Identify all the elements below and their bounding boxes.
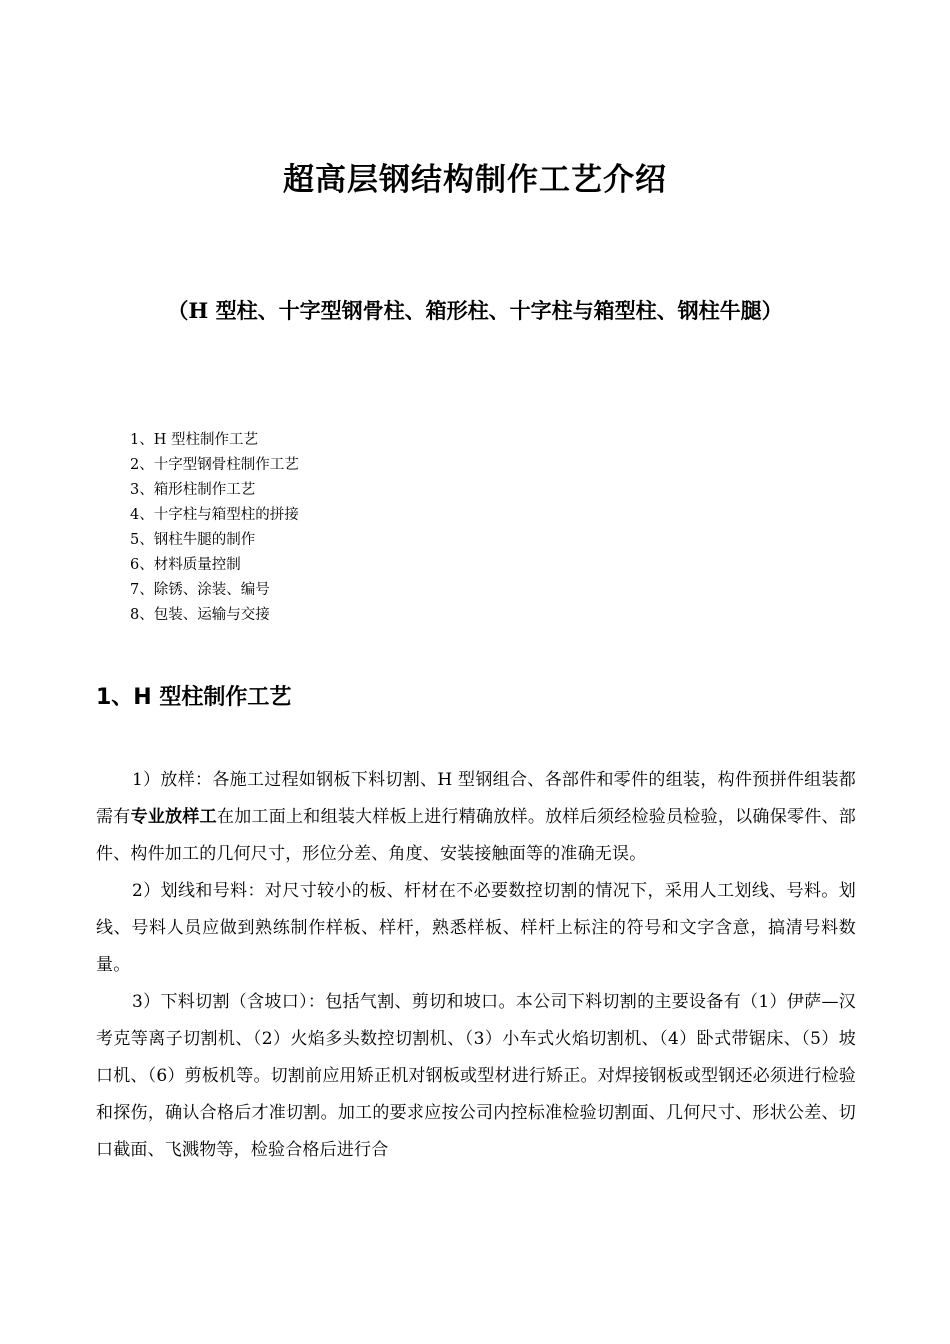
document-subtitle: （H 型柱、十字型钢骨柱、箱形柱、十字柱与箱型柱、钢柱牛腿） <box>167 298 783 323</box>
paragraph-layout <box>96 762 856 873</box>
toc-item: 7、除锈、涂装、编号 <box>130 582 270 598</box>
toc-item: 5、钢柱牛腿的制作 <box>130 532 256 548</box>
toc-item: 3、箱形柱制作工艺 <box>130 482 256 498</box>
toc-item: 8、包装、运输与交接 <box>130 607 270 623</box>
toc-item: 2、十字型钢骨柱制作工艺 <box>130 457 299 473</box>
toc-item: 1、H 型柱制作工艺 <box>130 432 258 448</box>
section-heading: 1、H 型柱制作工艺 <box>96 685 292 710</box>
toc-item: 4、十字柱与箱型柱的拼接 <box>130 507 299 523</box>
paragraph-text: 在加工面上和组装大样板上进行精确放样。放样后须经检验员检验，以确保零件、部件、构件加工的几何尺寸，形位分差、角度、安装接触面等的准确无误。 <box>96 807 857 864</box>
table-of-contents <box>130 428 299 628</box>
paragraph-cutting: 3）下料切割（含坡口）：包括气割、剪切和坡口。本公司下料切割的主要设备有（1）伊萨—汉考克等离子切割机、（2）火焰多头数控切割机、（3）小车式火焰切割机、（4）卧式带锯床、（5）坡口机、（6）剪板机等。切割前应用矫正机对钢板或型材进行矫正。对焊接钢板或型钢还必须进行检验和探伤，确认合格后才准切割。加工的要求应按公司内控标准检验切割面、几何尺寸、形状公差、切口截面、飞溅物等，检验合格后进行合 <box>96 992 856 1160</box>
emphasized-text: 专业放样工 <box>130 807 217 827</box>
section-body <box>96 762 856 1169</box>
document-title: 超高层钢结构制作工艺介绍 <box>283 162 667 198</box>
paragraph-text: 1）放样：各施工过程如钢板下料切割、H 型钢组合、各部件和零件的组装，构件预拼件组装都需有 <box>96 770 856 827</box>
toc-item: 6、材料质量控制 <box>130 557 241 573</box>
paragraph-marking: 2）划线和号料：对尺寸较小的板、杆材在不必要数控切割的情况下，采用人工划线、号料。划线、号料人员应做到熟练制作样板、样杆，熟悉样板、样杆上标注的符号和文字含意，搞清号料数量。 <box>96 881 856 975</box>
